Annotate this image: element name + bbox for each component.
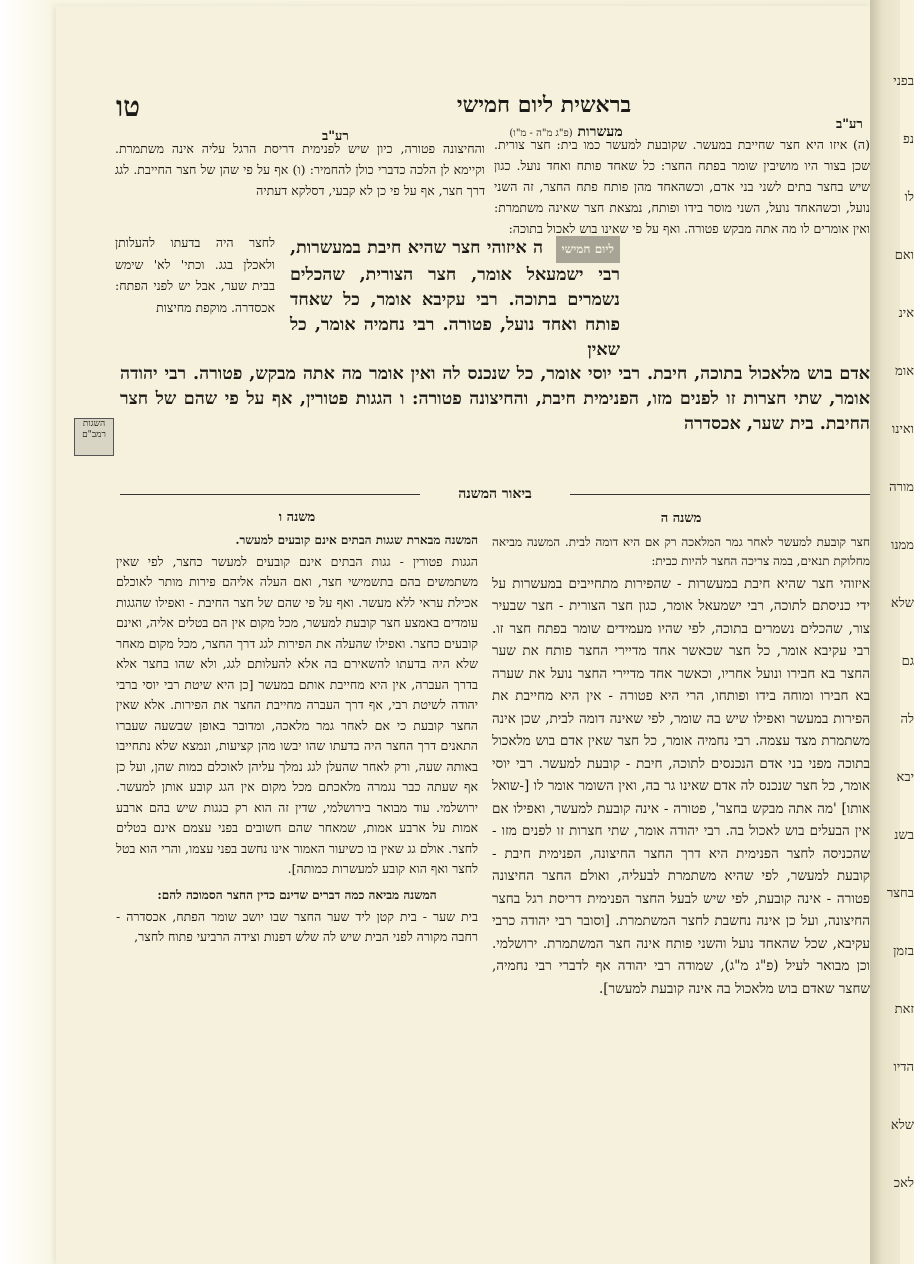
commentary-right: (ה) איזו היא חצר שחייבת במעשר. שקובעת למעשר כמו בית: חצר צורית. שכן בצור היו מושיבין שומר בפתח החצר: כל שאחד פותח ואחד נועל. כגון שיש בחצר בתים לשני בני אדם, וכשהאחד מהן פותח פתח החצר, זה השני נועל, וכשהאחד נועל, השני מוסר בידו ופותח, נמצאת חצר שאינה משתמרת: ואין אומרים לו מה אתה מבקש פטורה. ואף על פי שאינו בוש לאכול בתוכה:: [494, 137, 870, 236]
next-page-fragment: אומ: [895, 364, 914, 379]
next-page-fragment: גם: [901, 654, 914, 669]
next-page-fragment: בפני: [893, 74, 914, 89]
next-page-fragment: הדיו: [893, 1060, 914, 1075]
next-page-fragment: ואם: [894, 248, 914, 263]
explanation-intro2-left: המשנה מביאה כמה דברים שדינם כדין החצר הסמוכה להם:: [157, 887, 437, 902]
explanation-column-left: [116, 508, 478, 1068]
next-page-fragment: לו: [904, 190, 914, 205]
next-page-fragment: בחצר: [886, 886, 914, 901]
next-page-fragment: ממנו: [891, 538, 914, 553]
cross-reference-box: השגות רמב"ם: [74, 418, 114, 456]
section-divider: [120, 486, 870, 502]
next-page-fragment: זאת: [894, 1002, 914, 1017]
chapter-ref: (פ"ג מ"ה - מ"ו): [509, 128, 573, 139]
explanation-column-right: [492, 508, 870, 997]
next-page-fragment: לה: [900, 712, 914, 727]
explanation-body-left: הגגות פטורין - גגות הבתים אינם קובעים למעשר כחצר, לפי שאין משתמשים בהם בתשמישי חצר, ואם העלה אליהם פירות מותר לאוכלם אכילת עראי ללא מעשר. ואף על פי שהם של חצר החיבת - ואפילו שהגגות עומדים באמצע חצר קובעת למעשר, מכל מקום אין הם בטלים אליה, ואינם קובעים כחצר. ואפילו שהעלה את הפירות לגג דרך החצר, מכל מקום מאחר שלא היה בדעתו להשאירם בה אלא להעלותם לגג, ולא שהו בחצר אלא בדרך העברה, אין היא מחייבת אותם במעשר [כן היא שיטת רבי יוסי ברבי יהודה לשיטת רבי, אף דרך העברה מחייבת החצר את הפירות. אלא שאין החצר קובעת כי אם לאחר גמר מלאכה, ומדובר באופן שבשעה שעברו התאנים דרך החצר היה בדעתו שהו יבשו מהן קציעות, ונמצא שלא נתחייבו באותה שעה, ורק לאחר שהעלן לגג נמלך עליהן לאוכלם כמות שהן, ועל כן אף שעתה כבר נגמרה מלאכתם מכל מקום אין הגג קובע אותן למעשר. ירושלמי. עוד מבואר בירושלמי, שדין זה הוא רק בגגות שיש בהם ארבע אמות על ארבע אמות, שמאחר שהם חשובים בפני עצמם אינם בטלים לחצר. אולם גג שאין בו כשיעור האמור אינו נחשב בפני עצמו, והרי הוא בטל לחצר ואף הוא קובע למעשרות כמותה].: [116, 553, 478, 876]
explanation-intro-right: חצר קובעת למעשר לאחר גמר המלאכה רק אם היא דומה לבית. המשנה מביאה מחלוקת תנאים, במה צריכה החצר להיות כבית:: [492, 534, 870, 568]
commentary-left: והחיצונה פטורה, כיון שיש לפנימית דריסת הרגל עליה אינה משתמרת. וקיימא לן הלכה כדברי כולן להחמיר: (ו) אף על פי שהן של חצר החייבת. לגג דרך חצר, אף על פי כן לא קבעי, דסלקא דעתיה: [115, 141, 485, 198]
explanation-heading-right: משנה ה: [660, 511, 702, 526]
next-page-fragment: שלא: [890, 596, 914, 611]
explanation-heading-left: משנה ו: [278, 510, 316, 525]
rashi-tag-right: רע"ב: [836, 117, 863, 132]
next-page-edge: [870, 0, 914, 1264]
next-page-fragment: אינ: [898, 306, 914, 321]
next-page-fragment: לאכ: [893, 1176, 914, 1191]
rashi-tag-left: רע"ב: [322, 129, 349, 144]
day-badge: ליום חמישי: [556, 236, 621, 263]
divider-title: ביאור המשנה: [458, 486, 532, 502]
next-page-fragment: יבא: [896, 770, 914, 785]
next-page-fragment: בשנ: [894, 828, 914, 843]
page-number: טו: [116, 90, 141, 123]
explanation-body-right: איזוהי חצר שהיא חיבת במעשרות - שהפירות מתחייבים במעשרות על ידי כניסתם לתוכה, רבי ישמעאל אומר, כגון חצר הצורית - חצר שבעיר צור, שהכלים נשמרים בתוכה, לפי שהיו מעמידים שומר בפתח חצר זו. רבי עקיבא אומר, כל חצר שכאשר אחד מדיירי החצר פותח את שער החצר בא חבירו ונועל אחריו, וכאשר אחד מדיירי החצר נועל את שערה בא חבירו ומוחה בידו ופותחו, הרי היא פטורה - אין היא מחייבת את הפירות במעשר ואפילו שיש בה שומר, לפי שאינה דומה לבית, שכן אינה משתמרת מצד עצמה. רבי נחמיה אומר, כל חצר שאין אדם בוש מלאכול בתוכה מפני בני אדם הנכנסים לתוכה, חיבת - קובעת למעשר. רבי יוסי אומר, כל חצר שנכנס לה אדם שאינו גר בה, ואין השומר אומר לו [-שואל אותו] 'מה אתה מבקש בחצר', פטורה - אינה קובעת למעשר, ואפילו אם אין הבעלים בוש לאכול בה. רבי יהודה אומר, שתי חצרות זו לפנים מזו - שהכניסה לחצר הפנימית היא דרך החצר החיצונה, הפנימית חיבת - קובעת למעשר, לפי שהיא משתמרת לבעליה, ואולם החצר החיצונה פטורה - אינה קובעת, לפי שיש לבעל החצר הפנימית דריסת רגל בחצר החיצונה, ועל כן אינה נחשבת לחצר המשתמרת. [וסובר רבי יהודה כרבי עקיבא, שכל שהאחד נועל והשני פותח אינה חצר המשתמרת. ירושלמי. וכן מבואר לעיל (פ"ג מ"ג), שמודה רבי יהודה אף לדברי רבי נחמיה, שחצר שאדם בוש מלאכול בה אינה קובעת למעשר].: [492, 575, 870, 997]
explanation-intro-left: המשנה מבארת שגגות הבתים אינם קובעים למעשר.: [235, 532, 478, 547]
mishna-text-bottom: אדם בוש מלאכול בתוכה, חיבת. רבי יוסי אומר, כל שנכנס לה ואין אומר מה אתה מבקש, פטורה. רבי יהודה אומר, שתי חצרות זו לפנים מזו, הפנימית חיבת, והחיצונה פטורה: ו הגגות פטורין, אף על פי שהם של חצר החיבת. בית שער, אכסדרה: [120, 364, 870, 434]
next-page-fragment: ואינו: [891, 422, 914, 437]
next-page-fragment: נפ: [902, 132, 914, 147]
next-page-fragment: בזמן: [893, 944, 914, 959]
commentary-left-continued: לחצר היה בדעתו להעלותן ולאכלן בגג. וכתי' לא' שימש בבית שער, אבל יש לפני הפתח: אכסדרה. מוקפת מחיצות: [115, 235, 275, 315]
explanation-body2-left: בית שער - בית קטן ליד שער החצר שבו יושב שומר הפתח, אכסדרה - רחבה מקורה לפני הבית שיש לה שלש דפנות וצידה הרביעי פתוח לחצר,: [116, 908, 478, 944]
next-page-fragment: מורה: [889, 480, 914, 495]
page-title: בראשית ליום חמישי: [456, 92, 632, 118]
tractate-name: מעשרות: [577, 124, 623, 140]
mishna-body: ה איזוהי חצר שהיא חיבת במעשרות, רבי ישמעאל אומר, חצר הצורית, שהכלים נשמרים בתוכה. רבי עקיבא אומר, כל שאחד פותח ואחד נועל, פטורה. רבי נחמיה אומר, כל שאין: [290, 238, 620, 360]
mishna-text: [290, 236, 620, 362]
next-page-fragment: שלא: [890, 1118, 914, 1133]
